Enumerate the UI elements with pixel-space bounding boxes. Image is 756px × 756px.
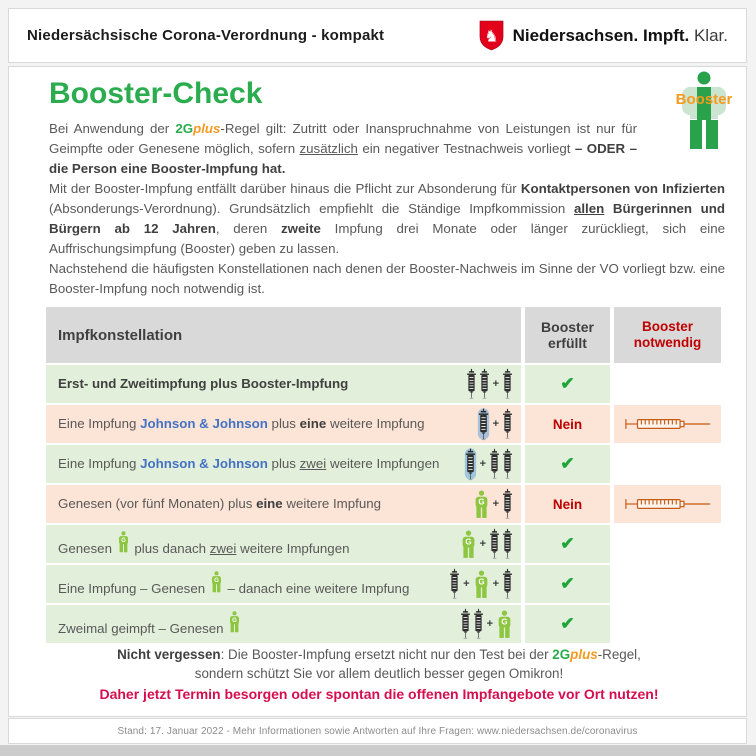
plus-icon: + — [463, 578, 470, 590]
text-segment: Erst- und Zweitimpfung plus Booster-Impfung — [58, 376, 349, 391]
text-segment: plus danach — [130, 541, 210, 556]
jj-syringe-icon — [464, 448, 477, 481]
plus-icon: + — [492, 498, 499, 510]
plus-icon: + — [479, 458, 486, 470]
booster-notwendig-header-cell — [614, 307, 721, 363]
nein-label: Nein — [552, 416, 583, 432]
intro-paragraph-2 — [49, 179, 725, 259]
impfkonstellation-cell — [46, 605, 521, 643]
intro-paragraph-1 — [49, 119, 725, 179]
svg-text:G: G — [464, 536, 472, 546]
header-line: Booster — [641, 319, 693, 335]
svg-text:G: G — [477, 576, 485, 586]
intro-text — [49, 119, 725, 299]
row-text — [58, 571, 449, 597]
text-segment: zwei — [209, 541, 237, 556]
text-segment: eine — [299, 416, 327, 431]
syringe-icon — [473, 608, 484, 640]
text-segment: Nachstehend die häufigsten Konstellationen nach denen der Booster-Nachweis im Sinne der VO vorliegt bzw. eine Booster-Impfung noch notwendig ist. — [49, 261, 725, 296]
text-segment: , deren — [215, 221, 282, 236]
svg-text:G: G — [213, 576, 219, 584]
genesen-person-icon — [496, 610, 513, 639]
text-segment: -Regel gilt: Zutritt oder Inanspruchnahme von Leistungen ist nur für Geimpfte oder Genesene möglich, sofern — [49, 121, 637, 156]
text-segment: Genesen — [58, 541, 116, 556]
check-icon: ✔ — [560, 374, 575, 393]
text-segment: weitere Impfungen — [236, 541, 350, 556]
text-segment: Daher jetzt Termin besorgen oder spontan die offenen Impfangebote vor Ort nutzen! — [99, 686, 659, 702]
plus-icon: + — [492, 418, 499, 430]
notice-line-2 — [39, 664, 719, 683]
row-icons — [460, 528, 517, 560]
text-segment: (Absonderungs-Verordnung). Grundsätzlich empfiehlt die Ständige Impfkommission — [49, 201, 574, 216]
row-icons — [464, 448, 517, 481]
text-segment: Eine Impfung — [58, 416, 141, 431]
booster-erfuellt-cell — [525, 365, 610, 403]
table-row — [46, 525, 721, 563]
booster-erfuellt-cell — [525, 565, 610, 603]
header-line: Booster — [541, 318, 594, 335]
syringe-icon — [466, 368, 477, 400]
impfkonstellation-header-cell: Impfkonstellation — [46, 307, 521, 363]
logo-text-light: Klar. — [689, 25, 728, 45]
row-text — [58, 611, 460, 637]
booster-notwendig-cell — [614, 525, 721, 563]
syringe-icon — [489, 448, 500, 480]
svg-text:G: G — [501, 616, 508, 626]
notice-line-3 — [39, 685, 719, 704]
text-segment: plus — [267, 456, 300, 471]
niedersachsen-logo — [479, 20, 728, 51]
text-segment: Johnson & Johnson — [140, 456, 268, 471]
text-segment: Impfung drei Monate oder länger zurückliegt, sich eine Auffrischungsimpfung (Booster) geben zu lassen. — [49, 221, 725, 256]
genesen-person-icon — [473, 570, 490, 599]
row-text — [58, 531, 460, 557]
text-segment: plus — [193, 121, 221, 136]
row-text — [58, 496, 473, 512]
booster-erfuellt-header-cell — [525, 307, 610, 363]
text-segment: weitere Impfung — [326, 416, 425, 431]
booster-notwendig-cell — [614, 565, 721, 603]
text-segment: zweite — [281, 221, 321, 236]
intro-paragraph-3 — [49, 259, 725, 299]
footer-stand-text: Stand: 17. Januar 2022 - Mehr Informationen sowie Antworten auf Ihre Fragen: www.niedersachsen.de/coronavirus — [117, 725, 638, 737]
genesen-person-icon — [209, 571, 224, 593]
row-icons — [466, 368, 517, 400]
text-segment: Nicht vergessen — [117, 647, 221, 662]
text-segment: allen — [573, 201, 605, 216]
text-segment: Bürgerinnen und Bürgern ab 12 Jahren — [49, 201, 725, 236]
check-icon: ✔ — [560, 614, 575, 633]
logo-text-bold: Niedersachsen. Impft. — [512, 25, 690, 45]
syringe-icon — [502, 568, 513, 600]
booster-needed-syringe-icon — [622, 495, 714, 513]
table-body — [46, 365, 721, 643]
impfkonstellation-cell — [46, 485, 521, 523]
footer-bar — [8, 718, 747, 744]
check-icon: ✔ — [560, 454, 575, 473]
booster-notwendig-cell — [614, 405, 721, 443]
text-segment: 2G — [175, 121, 194, 136]
impfkonstellation-cell — [46, 525, 521, 563]
text-segment: weitere Impfung — [282, 496, 382, 511]
booster-needed-syringe-icon — [622, 415, 714, 433]
text-segment: weitere Impfungen — [326, 456, 440, 471]
row-text — [58, 376, 466, 392]
table-row — [46, 605, 721, 643]
impfkonstellation-table — [46, 307, 721, 645]
nein-label: Nein — [552, 496, 583, 512]
text-segment: zusätzlich — [299, 141, 358, 156]
check-icon: ✔ — [560, 534, 575, 553]
booster-notwendig-cell — [614, 365, 721, 403]
text-segment: Mit der Booster-Impfung entfällt darüber hinaus die Pflicht zur Absonderung für — [49, 181, 521, 196]
text-segment: plus — [570, 647, 598, 662]
svg-text:G: G — [477, 496, 485, 506]
table-header-row — [46, 307, 721, 363]
row-icons — [449, 568, 517, 600]
booster-erfuellt-cell — [525, 445, 610, 483]
text-segment — [604, 201, 613, 216]
text-segment: zwei — [299, 456, 327, 471]
syringe-icon — [502, 408, 513, 440]
notice-line-1 — [39, 645, 719, 664]
text-segment: : Die Booster-Impfung ersetzt nicht nur den Test bei der — [220, 647, 553, 662]
table-row — [46, 365, 721, 403]
row-icons — [460, 608, 517, 640]
text-segment: Eine Impfung – Genesen — [58, 581, 209, 596]
text-segment: eine — [256, 496, 283, 511]
impfkonstellation-cell — [46, 405, 521, 443]
impfkonstellation-cell — [46, 565, 521, 603]
svg-text:♞: ♞ — [483, 26, 499, 46]
header-line: erfüllt — [548, 335, 587, 351]
table-row — [46, 445, 721, 483]
plus-icon: + — [479, 538, 486, 550]
booster-erfuellt-cell — [525, 525, 610, 563]
row-icons — [473, 488, 517, 520]
syringe-icon — [502, 528, 513, 560]
text-segment: Kontaktpersonen von Infizierten — [520, 181, 726, 196]
logo-text — [513, 26, 728, 46]
genesen-person-icon — [460, 530, 477, 559]
document-title: Niedersächsische Corona-Verordnung - kompakt — [27, 27, 385, 44]
genesen-person-icon — [116, 531, 131, 553]
text-segment: 2G — [552, 647, 571, 662]
content-area — [8, 66, 747, 717]
check-icon: ✔ — [560, 574, 575, 593]
syringe-icon — [502, 448, 513, 480]
text-segment: – ODER – die Person eine Booster-Impfung hat. — [49, 141, 637, 176]
genesen-person-icon — [473, 490, 490, 519]
plus-icon: + — [492, 378, 499, 390]
notice-block — [39, 645, 719, 704]
syringe-icon — [489, 528, 500, 560]
text-segment: Zweimal geimpft – Genesen — [58, 621, 228, 636]
table-row — [46, 485, 721, 523]
booster-badge-label: Booster — [675, 91, 733, 108]
text-segment: plus — [267, 416, 300, 431]
table-row — [46, 565, 721, 603]
text-segment: ein negativer Testnachweis vorliegt — [357, 141, 575, 156]
booster-notwendig-cell — [614, 605, 721, 643]
syringe-icon — [460, 608, 471, 640]
row-icons — [477, 408, 517, 441]
page-title: Booster-Check — [49, 77, 263, 110]
svg-text:G: G — [232, 616, 238, 624]
syringe-icon — [479, 368, 490, 400]
syringe-icon — [449, 568, 460, 600]
impfkonstellation-cell — [46, 445, 521, 483]
jj-syringe-icon — [477, 408, 490, 441]
syringe-icon — [502, 488, 513, 520]
row-text — [58, 416, 477, 432]
svg-text:G: G — [120, 536, 126, 544]
plus-icon: + — [492, 578, 499, 590]
row-text — [58, 456, 464, 472]
header-bar — [8, 8, 747, 63]
booster-erfuellt-cell — [525, 485, 610, 523]
text-segment: Eine Impfung — [58, 456, 141, 471]
text-segment: Bei Anwendung der — [49, 121, 176, 136]
bottom-gray-strip — [0, 745, 756, 756]
booster-notwendig-cell — [614, 445, 721, 483]
text-segment: sondern schützt Sie vor allem deutlich besser gegen Omikron! — [194, 666, 564, 681]
plus-icon: + — [486, 618, 493, 630]
header-line: notwendig — [633, 335, 702, 350]
niedersachsen-shield-icon — [479, 20, 504, 51]
genesen-person-icon — [227, 611, 242, 633]
booster-erfuellt-cell — [525, 605, 610, 643]
text-segment: – danach eine weitere Impfung — [223, 581, 410, 596]
table-row — [46, 405, 721, 443]
booster-erfuellt-cell — [525, 405, 610, 443]
text-segment: Genesen (vor fünf Monaten) plus — [58, 496, 257, 511]
impfkonstellation-cell — [46, 365, 521, 403]
text-segment: Johnson & Johnson — [140, 416, 268, 431]
syringe-icon — [502, 368, 513, 400]
booster-notwendig-cell — [614, 485, 721, 523]
text-segment: -Regel, — [597, 647, 641, 662]
